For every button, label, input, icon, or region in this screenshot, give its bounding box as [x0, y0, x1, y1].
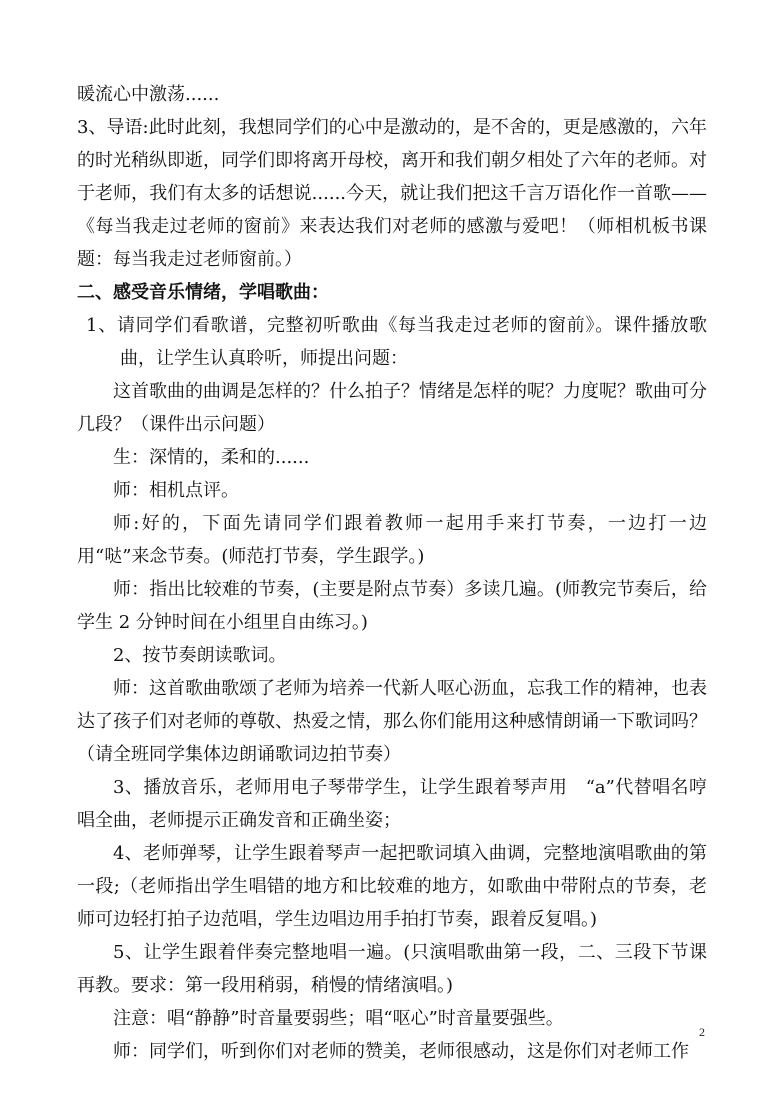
paragraph-student-answer: 生：深情的，柔和的......: [113, 447, 310, 468]
paragraph-intro-3: 3、导语:此时此刻，我想同学们的心中是激动的，是不舍的，更是感激的，六年的时光稍纵即逝，同学们即将离开母校，离开和我们朝夕相处了六年的老师。对于老师，我们有太多的话想说......今天，就让我们把这千言万语化作一首歌——《每当我走过老师的窗前》来表达我们对老师的感激与爱吧！（师相机板书课题：每当我走过老师窗前。）: [77, 117, 707, 270]
paragraph-step-5: 5、让学生跟着伴奏完整地唱一遍。(只演唱歌曲第一段，二、三段下节课再教。要求：第一段用稍弱，稍慢的情绪演唱。): [77, 942, 707, 996]
paragraph-step-3: 3、播放音乐，老师用电子琴带学生，让学生跟着琴声用 “a”代替唱名哼唱全曲，老师提示正确发音和正确坐姿；: [77, 777, 707, 831]
paragraph-step-4: 4、老师弹琴，让学生跟着琴声一起把歌词填入曲调，完整地演唱歌曲的第一段;（老师指出学生唱错的地方和比较难的地方，如歌曲中带附点的节奏，老师可边轻打拍子边范唱，学生边唱边用手拍打节奏，跟着反复唱。): [77, 843, 707, 930]
paragraph-teacher-closing: 师：同学们，听到你们对老师的赞美，老师很感动，这是你们对老师工作: [113, 1041, 689, 1062]
paragraph-note: 注意：唱“静静”时音量要弱些；唱“呕心”时音量要强些。: [113, 1008, 564, 1029]
paragraph-continuation: 暖流心中激荡......: [77, 84, 220, 105]
paragraph-difficult-rhythm: 师：指出比较难的节奏，(主要是附点节奏）多读几遍。(师教完节奏后，给学生 2 分钟时间在小组里自由练习。): [77, 579, 707, 633]
paragraph-questions: 这首歌曲的曲调是怎样的？什么拍子？情绪是怎样的呢？力度呢？歌曲可分几段？（课件出示问题）: [77, 381, 707, 435]
page-number: 2: [699, 1025, 705, 1039]
document-body: [77, 78, 707, 1068]
section-heading-2: 二、感受音乐情绪，学唱歌曲：: [77, 282, 329, 303]
paragraph-rhythm-practice: 师:好的，下面先请同学们跟着教师一起用手来打节奏，一边打一边用“哒”来念节奏。(师范打节奏，学生跟学。): [77, 513, 707, 567]
paragraph-teacher-comment: 师：相机点评。: [113, 480, 239, 501]
paragraph-step-2: 2、按节奏朗读歌词。: [113, 645, 287, 666]
paragraph-lyrics-recital: 师：这首歌曲歌颂了老师为培养一代新人呕心沥血，忘我工作的精神，也表达了孩子们对老师的尊敬、热爱之情，那么你们能用这种感情朗诵一下歌词吗？（请全班同学集体边朗诵歌词边拍节奏）: [77, 678, 707, 765]
paragraph-step-1: 1、请同学们看歌谱，完整初听歌曲《每当我走过老师的窗前》。课件播放歌曲，让学生认真聆听，师提出问题：: [86, 315, 707, 369]
